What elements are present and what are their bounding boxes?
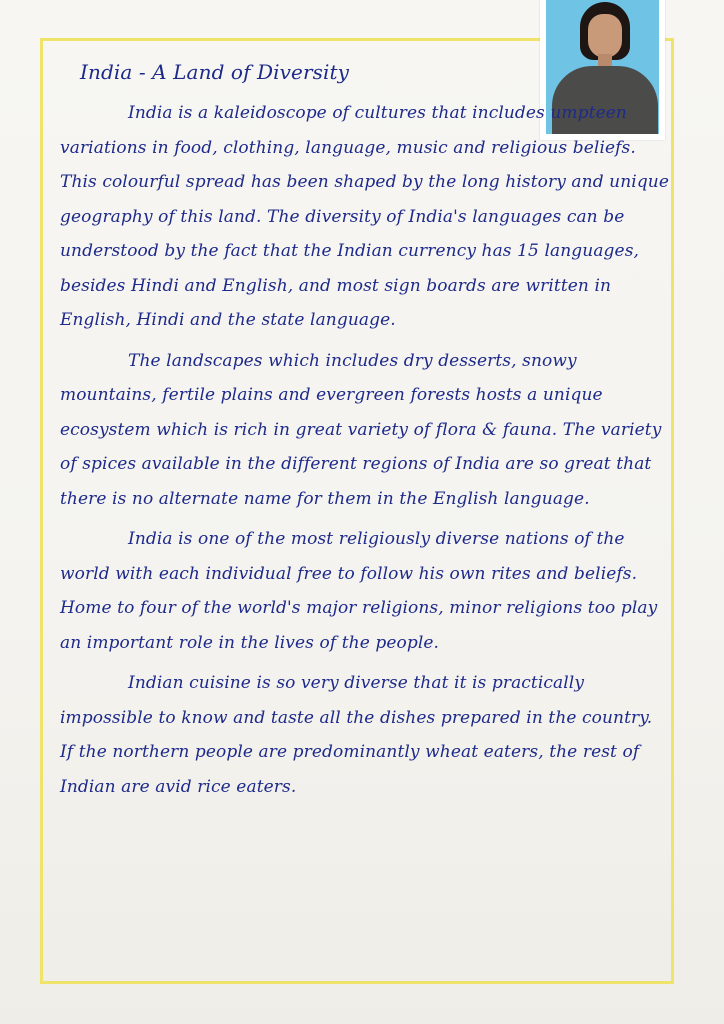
essay — [60, 54, 670, 804]
paragraph-4: Indian cuisine is so very diverse that it is practically impossible to know and taste all the dishes prepared in the country. If the northern people are predominantly wheat eaters, the rest of Indian are avid rice eaters. — [60, 673, 653, 797]
paragraph-1: India is a kaleidoscope of cultures that includes umpteen variations in food, clothing, language, music and religious beliefs. This colourful spread has been shaped by the long history and unique geography of this land. The diversity of India's languages can be understood by the fact that the Indian currency has 15 languages, besides Hindi and English, and most sign boards are written in English, Hindi and the state language. — [60, 103, 670, 330]
paragraph-3: India is one of the most religiously diverse nations of the world with each individual free to follow his own rites and beliefs. Home to four of the world's major religions, minor religions too play an important role in the lives of the people. — [60, 529, 658, 653]
photo-face — [588, 14, 622, 58]
essay-title: India - A Land of Diversity — [80, 60, 350, 84]
paragraph-2: The landscapes which includes dry desserts, snowy mountains, fertile plains and evergreen forests hosts a unique ecosystem which is rich in great variety of flora & fauna. The variety of spices available in the different regions of India are so great that there is no alternate name for them in the English language. — [60, 350, 662, 509]
